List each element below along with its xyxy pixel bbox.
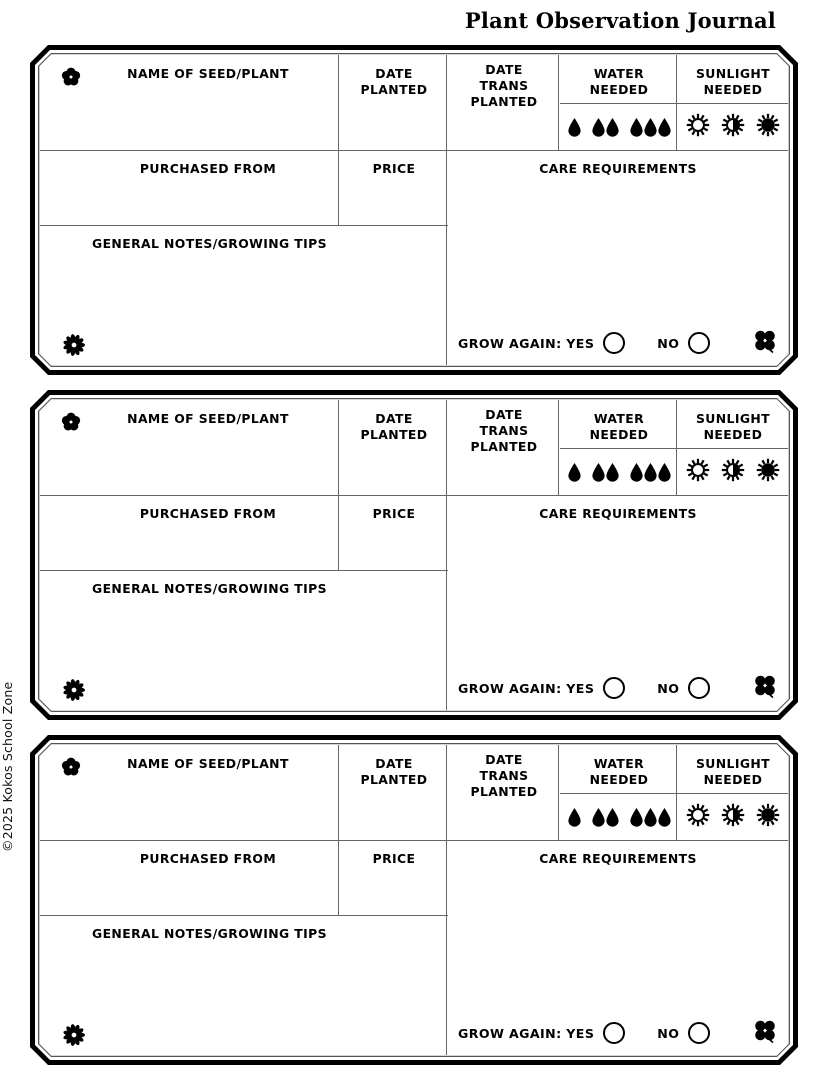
header-date-trans-planted	[448, 407, 560, 455]
icon-row-divider	[560, 793, 788, 794]
sun-partial-icon[interactable]	[721, 803, 745, 827]
water-low[interactable]	[568, 463, 581, 482]
card-content	[40, 400, 788, 710]
water-drop-icon	[606, 118, 619, 137]
header-care-requirements: CARE REQUIREMENTS	[539, 851, 697, 866]
grow-again-row	[458, 677, 710, 699]
daisy-icon	[62, 1023, 86, 1047]
grow-again-yes-radio[interactable]	[603, 677, 625, 699]
water-drop-icon	[606, 808, 619, 827]
price-field[interactable]	[342, 522, 442, 567]
header-date-trans-planted-line1: DATE	[485, 752, 523, 767]
four-leaf-clover-icon	[752, 1019, 780, 1046]
header-date-planted-line1: DATE	[375, 411, 413, 426]
daisy-icon	[62, 333, 86, 357]
grow-again-row	[458, 332, 710, 354]
header-date-trans-planted-line2: TRANS	[479, 77, 529, 93]
grow-again-label: GROW AGAIN: YES	[458, 1025, 595, 1041]
price-field[interactable]	[342, 867, 442, 912]
water-drop-icon	[592, 463, 605, 482]
icon-row-divider	[560, 103, 788, 104]
daisy-icon	[62, 678, 86, 702]
grow-again-no-radio[interactable]	[688, 1022, 710, 1044]
name-of-plant-field[interactable]	[44, 85, 334, 147]
care-requirements-field[interactable]	[450, 180, 784, 325]
header-water-needed-line2: NEEDED	[589, 771, 649, 787]
header-sunlight-needed-line1: SUNLIGHT	[695, 66, 771, 81]
header-sunlight-needed-line2: NEEDED	[703, 426, 763, 442]
header-name-of-seed-plant: NAME OF SEED/PLANT	[127, 66, 289, 81]
header-date-trans-planted-line3: PLANTED	[470, 93, 538, 109]
row-divider-2	[40, 225, 448, 226]
water-needed-options[interactable]	[562, 458, 676, 482]
water-medium[interactable]	[592, 118, 619, 137]
copyright-notice: ©2025 Kokos School Zone	[0, 681, 15, 852]
date-planted-field[interactable]	[342, 97, 442, 147]
sun-partial-icon[interactable]	[721, 113, 745, 137]
water-needed-options[interactable]	[562, 113, 676, 137]
header-date-planted	[340, 411, 448, 443]
grow-again-no-label: NO	[657, 680, 680, 696]
name-of-plant-field[interactable]	[44, 430, 334, 492]
header-date-trans-planted-line2: TRANS	[479, 422, 529, 438]
grow-again-no-radio[interactable]	[688, 677, 710, 699]
row-divider-1	[40, 840, 788, 841]
header-water-needed-line2: NEEDED	[589, 81, 649, 97]
water-drop-icon	[592, 808, 605, 827]
care-requirements-field[interactable]	[450, 870, 784, 1015]
grow-again-label: GROW AGAIN: YES	[458, 680, 595, 696]
header-date-planted	[340, 756, 448, 788]
header-water-needed-line2: NEEDED	[589, 426, 649, 442]
corner-daisy-bottom-left	[62, 1023, 86, 1047]
purchased-from-field[interactable]	[44, 177, 334, 222]
row-divider-2	[40, 915, 448, 916]
purchased-from-field[interactable]	[44, 867, 334, 912]
header-water-needed	[560, 411, 678, 443]
plant-observation-card	[30, 735, 798, 1065]
row-divider-1	[40, 150, 788, 151]
date-trans-planted-field[interactable]	[450, 797, 554, 837]
header-name-of-seed-plant: NAME OF SEED/PLANT	[127, 411, 289, 426]
date-trans-planted-field[interactable]	[450, 107, 554, 147]
header-general-notes: GENERAL NOTES/GROWING TIPS	[92, 236, 327, 251]
water-drop-icon	[630, 118, 643, 137]
water-drop-icon	[592, 118, 605, 137]
header-date-trans-planted-line1: DATE	[485, 407, 523, 422]
grow-again-no-label: NO	[657, 1025, 680, 1041]
water-drop-icon	[658, 118, 671, 137]
corner-clover-bottom-right	[752, 1019, 780, 1046]
header-purchased-from: PURCHASED FROM	[139, 506, 277, 521]
header-price: PRICE	[372, 851, 416, 866]
grow-again-yes-radio[interactable]	[603, 332, 625, 354]
header-date-planted-line2: PLANTED	[360, 81, 428, 97]
icon-row-divider	[560, 448, 788, 449]
water-drop-icon	[568, 808, 581, 827]
general-notes-field[interactable]	[44, 598, 442, 670]
row-divider-2	[40, 570, 448, 571]
sun-full-icon[interactable]	[756, 458, 780, 482]
header-sunlight-needed	[678, 756, 788, 788]
plant-observation-card	[30, 390, 798, 720]
header-date-planted-line1: DATE	[375, 756, 413, 771]
header-date-planted-line1: DATE	[375, 66, 413, 81]
header-water-needed-line1: WATER	[593, 66, 645, 81]
header-date-planted-line2: PLANTED	[360, 771, 428, 787]
header-date-trans-planted	[448, 752, 560, 800]
water-drop-icon	[644, 118, 657, 137]
header-date-planted	[340, 66, 448, 98]
sunlight-needed-options[interactable]	[680, 456, 786, 482]
plant-observation-card	[30, 45, 798, 375]
header-date-trans-planted	[448, 62, 560, 110]
header-sunlight-needed-line2: NEEDED	[703, 771, 763, 787]
header-general-notes: GENERAL NOTES/GROWING TIPS	[92, 581, 327, 596]
header-water-needed-line1: WATER	[593, 411, 645, 426]
sunlight-needed-options[interactable]	[680, 801, 786, 827]
corner-flower-top-left	[58, 410, 84, 435]
flower-icon	[58, 65, 84, 90]
general-notes-field[interactable]	[44, 253, 442, 325]
four-leaf-clover-icon	[752, 329, 780, 356]
water-drop-icon	[658, 463, 671, 482]
water-needed-options[interactable]	[562, 803, 676, 827]
header-water-needed-line1: WATER	[593, 756, 645, 771]
water-high[interactable]	[630, 118, 671, 137]
header-date-planted-line2: PLANTED	[360, 426, 428, 442]
header-sunlight-needed	[678, 411, 788, 443]
header-sunlight-needed-line2: NEEDED	[703, 81, 763, 97]
flower-icon	[58, 410, 84, 435]
card-content	[40, 55, 788, 365]
header-date-trans-planted-line2: TRANS	[479, 767, 529, 783]
water-medium[interactable]	[592, 808, 619, 827]
grow-again-no-radio[interactable]	[688, 332, 710, 354]
water-medium[interactable]	[592, 463, 619, 482]
four-leaf-clover-icon	[752, 674, 780, 701]
sun-low-icon[interactable]	[686, 803, 710, 827]
header-general-notes: GENERAL NOTES/GROWING TIPS	[92, 926, 327, 941]
water-drop-icon	[568, 463, 581, 482]
water-high[interactable]	[630, 463, 671, 482]
header-sunlight-needed-line1: SUNLIGHT	[695, 756, 771, 771]
sun-low-icon[interactable]	[686, 113, 710, 137]
water-low[interactable]	[568, 118, 581, 137]
grow-again-label: GROW AGAIN: YES	[458, 335, 595, 351]
grow-again-yes-radio[interactable]	[603, 1022, 625, 1044]
header-date-trans-planted-line3: PLANTED	[470, 783, 538, 799]
header-date-trans-planted-line1: DATE	[485, 62, 523, 77]
date-planted-field[interactable]	[342, 787, 442, 837]
card-content	[40, 745, 788, 1055]
general-notes-field[interactable]	[44, 943, 442, 1015]
page-title: Plant Observation Journal	[464, 8, 776, 33]
water-drop-icon	[644, 463, 657, 482]
sun-partial-icon[interactable]	[721, 458, 745, 482]
header-sunlight-needed-line1: SUNLIGHT	[695, 411, 771, 426]
corner-clover-bottom-right	[752, 329, 780, 356]
corner-daisy-bottom-left	[62, 333, 86, 357]
corner-flower-top-left	[58, 65, 84, 90]
corner-flower-top-left	[58, 755, 84, 780]
water-drop-icon	[630, 463, 643, 482]
header-care-requirements: CARE REQUIREMENTS	[539, 506, 697, 521]
header-price: PRICE	[372, 161, 416, 176]
care-requirements-field[interactable]	[450, 525, 784, 670]
water-drop-icon	[658, 808, 671, 827]
water-high[interactable]	[630, 808, 671, 827]
sunlight-needed-options[interactable]	[680, 111, 786, 137]
name-of-plant-field[interactable]	[44, 775, 334, 837]
sun-full-icon[interactable]	[756, 803, 780, 827]
water-drop-icon	[644, 808, 657, 827]
date-trans-planted-field[interactable]	[450, 452, 554, 492]
sun-full-icon[interactable]	[756, 113, 780, 137]
header-purchased-from: PURCHASED FROM	[139, 851, 277, 866]
purchased-from-field[interactable]	[44, 522, 334, 567]
water-low[interactable]	[568, 808, 581, 827]
header-price: PRICE	[372, 506, 416, 521]
header-water-needed	[560, 756, 678, 788]
header-care-requirements: CARE REQUIREMENTS	[539, 161, 697, 176]
date-planted-field[interactable]	[342, 442, 442, 492]
header-date-trans-planted-line3: PLANTED	[470, 438, 538, 454]
water-drop-icon	[630, 808, 643, 827]
water-drop-icon	[568, 118, 581, 137]
grow-again-no-label: NO	[657, 335, 680, 351]
corner-daisy-bottom-left	[62, 678, 86, 702]
water-drop-icon	[606, 463, 619, 482]
sun-low-icon[interactable]	[686, 458, 710, 482]
row-divider-1	[40, 495, 788, 496]
price-field[interactable]	[342, 177, 442, 222]
header-name-of-seed-plant: NAME OF SEED/PLANT	[127, 756, 289, 771]
grow-again-row	[458, 1022, 710, 1044]
header-water-needed	[560, 66, 678, 98]
flower-icon	[58, 755, 84, 780]
header-sunlight-needed	[678, 66, 788, 98]
corner-clover-bottom-right	[752, 674, 780, 701]
header-purchased-from: PURCHASED FROM	[139, 161, 277, 176]
